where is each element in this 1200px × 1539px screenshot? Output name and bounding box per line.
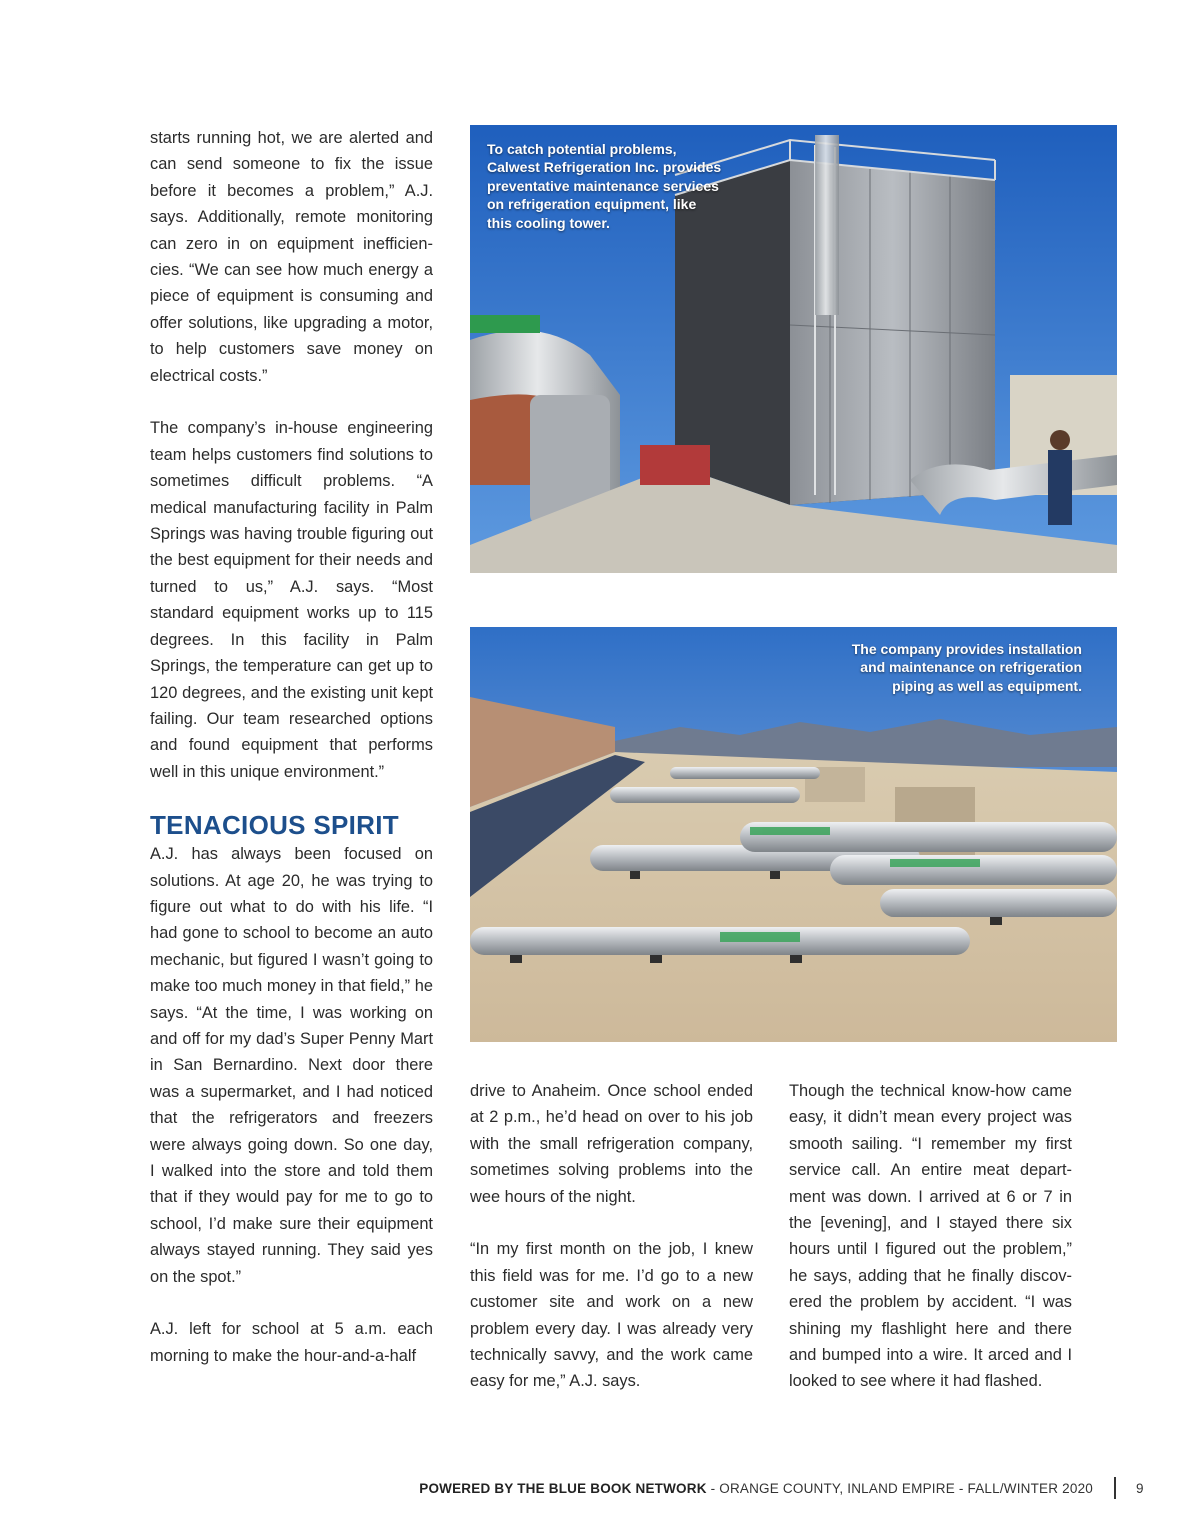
body-paragraph: A.J. left for school at 5 a.m. each morning to make the hour-and-a-half xyxy=(150,1320,433,1365)
section-subhead: TENACIOUS SPIRIT xyxy=(150,810,399,841)
photo-caption: The company provides installation and maintenance on refrigeration piping as well as equipment. xyxy=(851,641,1082,694)
body-paragraph: starts running hot, we are alerted and can send someone to fix the issue before it becomes a problem,” A.J. says. Additionally, remote monitoring can zero in on equipment inefficiencies. “We can see how much energy a piece of equipment is consuming and offer solutions, like upgrading a motor, to help customers save money on electrical costs.” xyxy=(150,129,433,385)
page-footer xyxy=(419,1480,1093,1498)
photo-caption: To catch potential problems, Calwest Refrigeration Inc. provides preventative maintenance services on refrigeration equipment, like this cooling tower. xyxy=(487,141,722,231)
body-paragraph: “In my first month on the job, I knew this field was for me. I’d go to a new customer site and work on a new problem every day. I was already very technically savvy, and the work came easy for me,” A.J. says. xyxy=(470,1240,753,1391)
footer-edition: - ORANGE COUNTY, INLAND EMPIRE - FALL/WINTER 2020 xyxy=(706,1481,1093,1496)
rooftop-piping-photo xyxy=(470,627,1117,1042)
page-number: 9 xyxy=(1136,1481,1144,1496)
footer-divider xyxy=(1114,1477,1116,1499)
footer-network: POWERED BY THE BLUE BOOK NETWORK xyxy=(419,1481,707,1496)
body-paragraph: drive to Anaheim. Once school ended at 2 p.m., he’d head on over to his job with the small refrigeration company, sometimes solving problems into the wee hours of the night. xyxy=(470,1082,753,1206)
article-column-1 xyxy=(150,125,433,1369)
body-paragraph: A.J. has always been focused on solutions. At age 20, he was trying to figure out what to do with his life. “I had gone to school to become an auto mechanic, but figured I wasn’t going to make too much money in that field,” he says. “At the time, I was working on and off for my dad’s Super Penny Mart in San Bernardino. Next door there was a supermarket, and I had noticed that the refrigerators and freezers were always going down. So one day, I walked into the store and told them that if they would pay for me to go to school, I’d make sure their equipment always stayed running. They said yes on the spot.” xyxy=(150,845,433,1286)
cooling-tower-photo xyxy=(470,125,1117,573)
article-column-2 xyxy=(470,1078,753,1395)
body-paragraph: Though the technical know-how came easy, it didn’t mean every project was smooth sailing. “I remember my first service call. An entire meat department was down. I arrived at 6 or 7 in the [evening], and I stayed there six hours until I figured out the problem,” he says, adding that he finally discovered the problem by accident. “I was shining my flashlight here and there and bumped into a wire. It arced and I looked to see where it had flashed. xyxy=(789,1082,1072,1391)
article-column-3 xyxy=(789,1078,1072,1395)
body-paragraph: The company’s in-house engineering team helps customers find solutions to sometimes difficult problems. “A medical manufacturing facility in Palm Springs was having trouble figuring out the best equipment for their needs and turned to us,” A.J. says. “Most standard equipment works up to 115 degrees. In this facility in Palm Springs, the temperature can get up to 120 degrees, and the existing unit kept failing. Our team researched options and found equipment that performs well in this unique environment.” xyxy=(150,419,433,781)
